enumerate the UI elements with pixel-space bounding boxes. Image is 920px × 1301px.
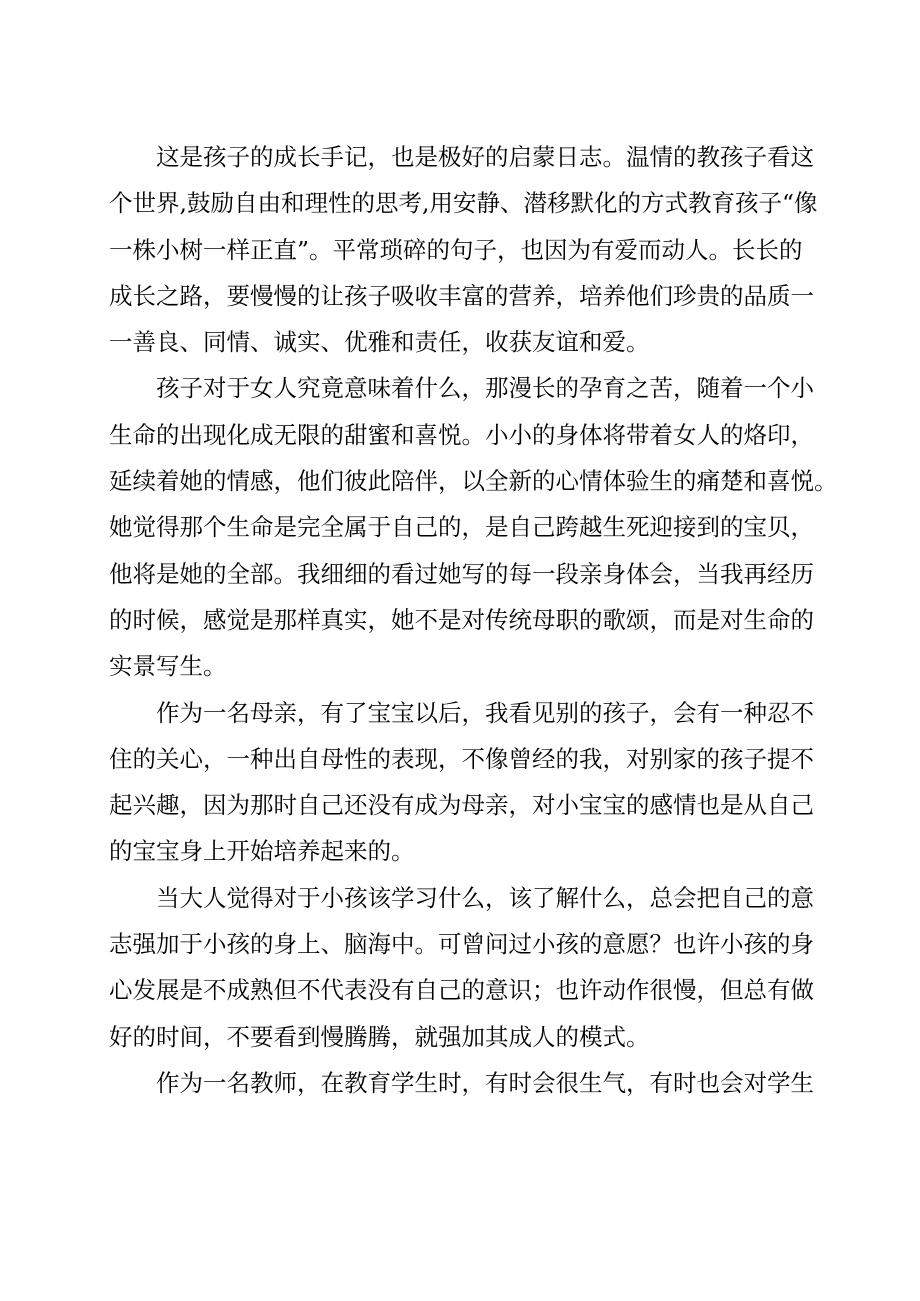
text-line: 一善良、同情、诚实、优雅和责任，收获友谊和爱。 [109, 328, 650, 357]
paragraph-3 [109, 690, 815, 875]
paragraph-1 [109, 134, 818, 365]
text-line: 孩子对于女人究竟意味着什么，那漫长的孕育之苦，随着一个小 [156, 374, 814, 403]
text-line: 心发展是不成熟但不代表没有自己的意识；也许动作很慢，但总有做 [109, 976, 814, 1005]
text-line: 个世界,鼓励自由和理性的思考,用安静、潜移默化的方式教育孩子“像 [109, 189, 818, 218]
text-line: 这是孩子的成长手记，也是极好的启蒙日志。温情的教孩子看这 [156, 143, 814, 171]
text-line: 他将是她的全部。我细细的看过她写的每一段亲身体会，当我再经历 [109, 559, 814, 588]
text-line: 住的关心，一种出自母性的表现，不像曾经的我，对别家的孩子提不 [109, 744, 814, 773]
text-line: 的时候，感觉是那样真实，她不是对传统母职的歌颂，而是对生命的 [109, 605, 814, 634]
document-body [109, 134, 838, 1106]
text-line: 起兴趣，因为那时自己还没有成为母亲，对小宝宝的感情也是从自己 [109, 791, 814, 820]
text-line: 志强加于小孩的身上、脑海中。可曾问过小孩的意愿？也许小孩的身 [109, 930, 814, 959]
text-line: 好的时间，不要看到慢腾腾，就强加其成人的模式。 [109, 1022, 650, 1051]
text-line: 的宝宝身上开始培养起来的。 [109, 837, 415, 866]
paragraph-2 [109, 365, 838, 689]
text-line: 成长之路，要慢慢的让孩子吸收丰富的营养，培养他们珍贵的品质一 [109, 281, 814, 310]
text-line: 她觉得那个生命是完全属于自己的，是自己跨越生死迎接到的宝贝， [109, 513, 814, 542]
text-line: 延续着她的情感，他们彼此陪伴，以全新的心情体验生的痛楚和喜悦。 [109, 467, 838, 496]
paragraph-4 [109, 875, 815, 1060]
text-line: 实景写生。 [109, 652, 227, 681]
text-line: 作为一名教师，在教育学生时，有时会很生气，有时也会对学生 [156, 1068, 814, 1097]
text-line: 作为一名母亲，有了宝宝以后，我看见别的孩子，会有一种忍不 [156, 698, 814, 727]
text-line: 生命的出现化成无限的甜蜜和喜悦。小小的身体将带着女人的烙印， [109, 420, 814, 449]
paragraph-5 [109, 1060, 815, 1106]
text-line: 一株小树一样正直”。平常琐碎的句子，也因为有爱而动人。长长的 [109, 235, 803, 264]
text-line: 当大人觉得对于小孩该学习什么，该了解什么，总会把自己的意 [156, 883, 814, 912]
